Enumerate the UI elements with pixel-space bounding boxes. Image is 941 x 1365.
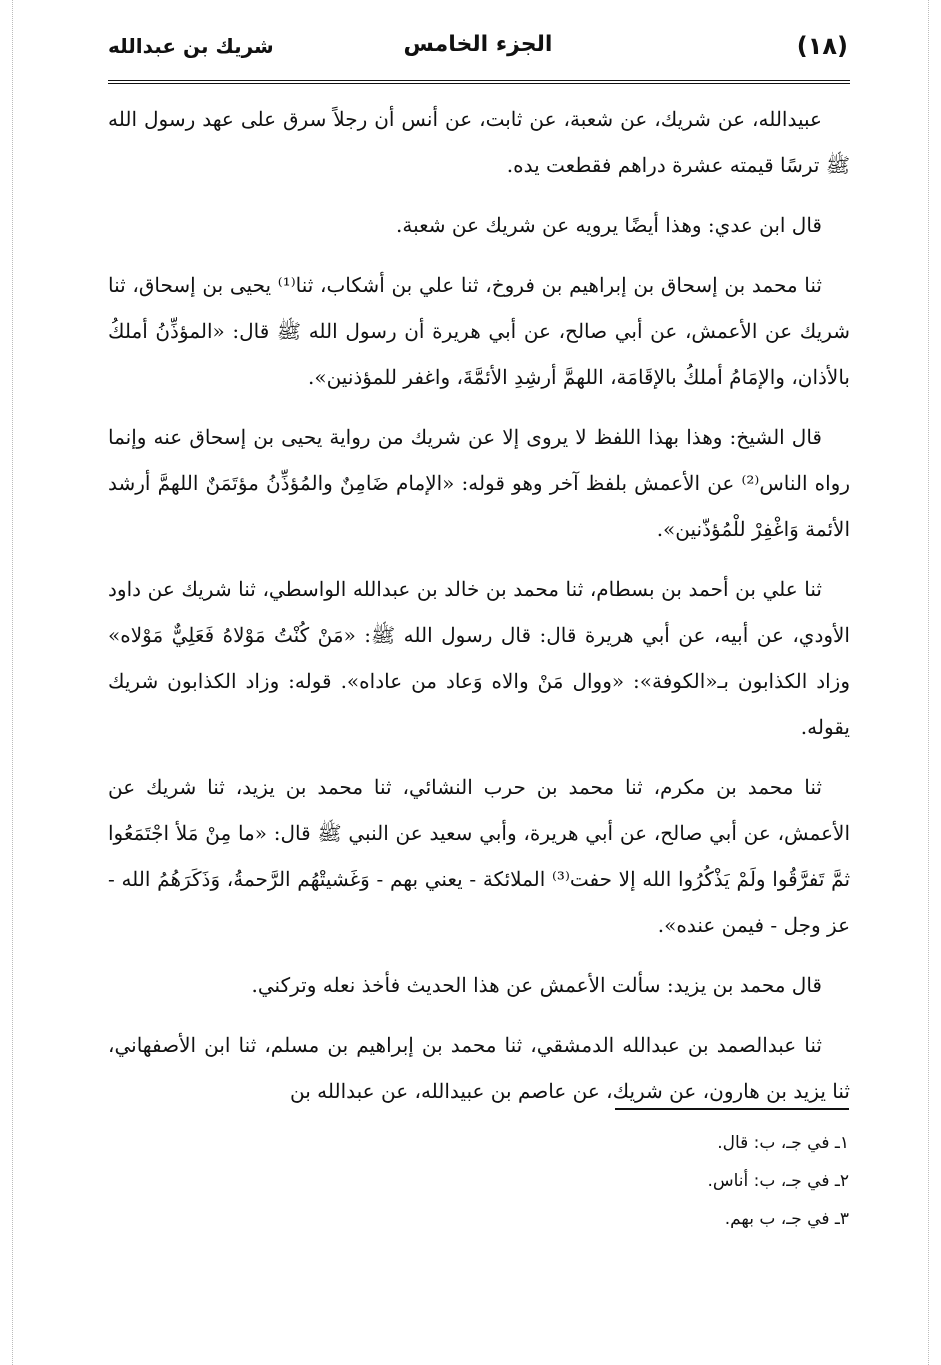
page-number: (١٨): [796, 32, 848, 60]
scan-margin-right: [928, 0, 929, 1365]
paragraph-8: ثنا عبدالصمد بن عبدالله الدمشقي، ثنا محمد بن إبراهيم بن مسلم، ثنا ابن الأصفهاني، ثنا يزيد بن هارون، عن شريك، عن عاصم بن عبيدالله، عن عبدالله بن: [108, 1033, 850, 1103]
footnote-1: ١ـ في جـ، ب: قال.: [717, 1133, 849, 1153]
footnote-divider: [615, 1108, 849, 1110]
paragraph-2: قال ابن عدي: وهذا أيضًا يرويه عن شريك عن شعبة.: [396, 213, 822, 237]
paragraph-3: ثنا محمد بن إسحاق بن إبراهيم بن فروخ، ثنا علي بن أشكاب، ثنا⁽¹⁾ يحيى بن إسحاق، ثنا شريك عن الأعمش، عن أبي صالح، عن أبي هريرة أن رسول الله ﷺ قال: «المؤذِّنُ أملكُ بالأذان، والإمَامُ أملكُ بالإقَامَة، اللهمَّ أرشِدِ الأئمَّةَ، واغفر للمؤذنين».: [108, 273, 850, 389]
header-divider: [108, 80, 850, 84]
section-title: شريك بن عبدالله: [108, 34, 274, 58]
scan-margin-left: [12, 0, 13, 1365]
footnote-3: ٣ـ في جـ، ب بهم.: [724, 1209, 849, 1229]
main-text: [108, 96, 850, 1128]
paragraph-6: ثنا محمد بن مكرم، ثنا محمد بن حرب النشائي، ثنا محمد بن يزيد، ثنا شريك عن الأعمش، عن أبي صالح، عن أبي هريرة، وأبي سعيد عن النبي ﷺ قال: «ما مِنْ مَلأ اجْتَمَعُوا ثمَّ تَفرَّقُوا ولَمْ يَذْكُرُوا الله إلا حفت⁽³⁾ الملائكة - يعني بهم - وَغَشيتْهُم الرَّحمةُ، وَذَكَرَهُمُ الله - عز وجل - فيمن عنده».: [108, 775, 851, 937]
paragraph-1: عبيدالله، عن شريك، عن شعبة، عن ثابت، عن أنس أن رجلاً سرق على عهد رسول الله ﷺ ترسًا قيمته عشرة دراهم فقطعت يده.: [108, 107, 850, 177]
paragraph-7: قال محمد بن يزيد: سألت الأعمش عن هذا الحديث فأخذ نعله وتركني.: [251, 973, 822, 997]
paragraph-4: قال الشيخ: وهذا بهذا اللفظ لا يروى إلا عن شريك من رواية يحيى بن إسحاق عنه وإنما رواه الناس⁽²⁾ عن الأعمش بلفظ آخر وهو قوله: «الإمام ضَامِنٌ والمُؤذِّنُ مؤتَمَنٌ اللهمَّ أرشد الأئمة وَاغْفِرْ للْمُؤذّنين».: [108, 425, 850, 541]
footnote-2: ٢ـ في جـ، ب: أناس.: [707, 1171, 849, 1191]
page-header: [108, 28, 848, 78]
volume-title: الجزء الخامس: [403, 32, 553, 57]
paragraph-5: ثنا علي بن أحمد بن بسطام، ثنا محمد بن خالد بن عبدالله الواسطي، ثنا شريك عن داود الأودي، عن أبيه، عن أبي هريرة قال: قال رسول الله ﷺ: «مَنْ كُنْتُ مَوْلاهُ فَعَلِيٌّ مَوْلاه» وزاد الكذابون بـ«الكوفة»: «ووال مَنْ والاه وَعاد من عاداه». قوله: وزاد الكذابون شريك يقوله.: [108, 577, 850, 739]
footnotes: [449, 1124, 849, 1238]
